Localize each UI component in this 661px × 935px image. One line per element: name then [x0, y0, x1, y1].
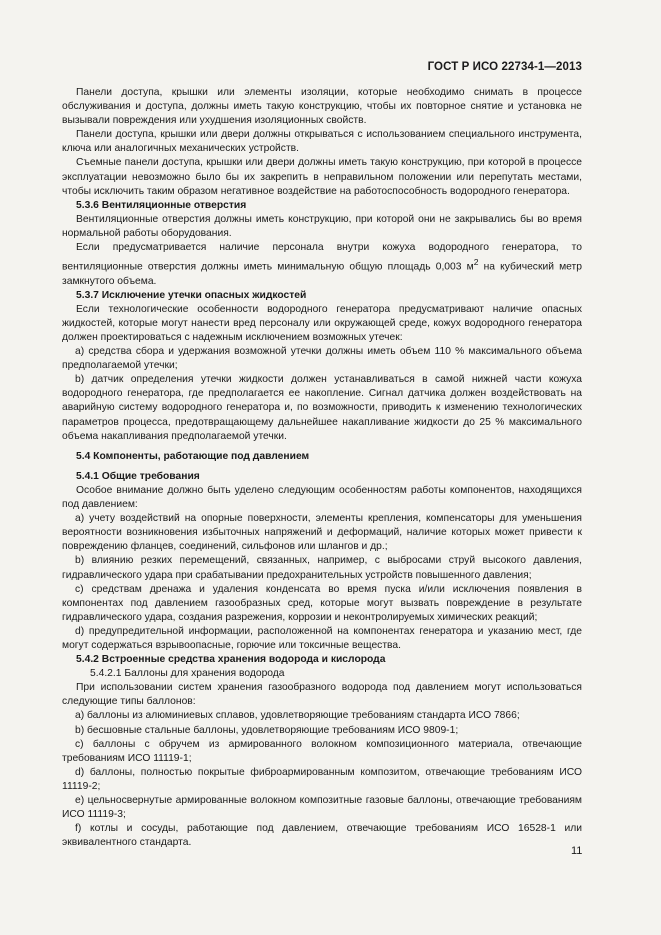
- page-number: 11: [571, 845, 583, 857]
- list-item: c) баллоны с обручем из армированного волокном композиционного материала, отвечающие требованиям ИСО 11119-1;: [62, 738, 582, 764]
- section-heading-5-3-6: 5.3.6 Вентиляционные отверстия: [76, 199, 247, 211]
- list-item: b) влиянию резких перемещений, связанных, например, с выбросами струй высокого давления, гидравлического удара при срабатывании предохранительных устройств повышенного давления;: [62, 555, 582, 581]
- superscript: 2: [473, 257, 479, 268]
- list-item: b) датчик определения утечки жидкости должен устанавливаться в самой нижней части кожуха водородного генератора, где предполагается ее накопление. Сигнал датчика должен воздействовать на аварийную систему водородного генератора и, по возможности, приводить к изменению технологических параметров процесса, предотвращающему дальнейшее накапливание жидкости до 25 % максимального объема накапливания предполагаемой утечки.: [62, 374, 582, 442]
- list-item: c) средствам дренажа и удаления конденсата во время пуска и/или исключения появления в компонентах под давлением газообразных сред, которые могут вызвать повреждение в результате гидравлического удара, создания разрежения, коррозии и неконтролируемых химических реакций;: [62, 583, 582, 623]
- list-item: d) предупредительной информации, расположенной на компонентах генератора и указанию мест, где могут содержаться взрывоопасные, горючие или токсичные вещества.: [62, 625, 582, 651]
- text-span: Если предусматривается наличие персонала внутри кожуха водородного генератора, то вентиляционные отверстия должны иметь минимальную общую площадь 0,003 м: [62, 242, 582, 273]
- list-item: e) цельносвернутые армированные волокном композитные газовые баллоны, отвечающие требованиям ИСО 11119-3;: [62, 795, 582, 821]
- paragraph: [62, 241, 582, 289]
- list-item: a) средства сбора и удержания возможной утечки должны иметь объем 110 % максимального объема предполагаемой утечки;: [62, 346, 582, 372]
- text-span: на кубический метр замкнутого объема.: [62, 261, 582, 287]
- section-heading-5-4: 5.4 Компоненты, работающие под давлением: [76, 450, 310, 462]
- paragraph: Панели доступа, крышки или двери должны открываться с использованием специального инструмента, ключа или аналогичных механических устройств.: [62, 129, 582, 155]
- section-heading-5-3-7: 5.3.7 Исключение утечки опасных жидкостей: [76, 289, 307, 301]
- list-item: a) баллоны из алюминиевых сплавов, удовлетворяющие требованиям стандарта ИСО 7866;: [75, 710, 520, 722]
- paragraph: Панели доступа, крышки или элементы изоляции, которые необходимо снимать в процессе обслуживания и доступа, должны иметь такую конструкцию, чтобы их повторное снятие и установка не вызывали повреждения или ухудшения изоляционных свойств.: [62, 87, 582, 127]
- section-heading-5-4-1: 5.4.1 Общие требования: [76, 470, 200, 482]
- paragraph: Съемные панели доступа, крышки или двери должны иметь такую конструкцию, при которой в процессе эксплуатации невозможно было бы их закрепить в неправильном положении или перепутать местами, чтобы исключить таким образом негативное воздействие на работоспособность водородного генератора.: [62, 157, 582, 197]
- document-body: [62, 86, 582, 850]
- document-id-header: ГОСТ Р ИСО 22734-1—2013: [427, 61, 582, 73]
- list-item: a) учету воздействий на опорные поверхности, элементы крепления, компенсаторы для уменьшения вероятности возникновения избыточных напряжений и деформаций, наличие которых может привести к повреждению фланцев, соединений, сильфонов или шлангов и др.;: [62, 513, 582, 553]
- paragraph: Если технологические особенности водородного генератора предусматривают наличие опасных жидкостей, которые могут нанести вред персоналу или окружающей среде, кожух водородного генератора должен проектироваться с надежным исключением возможных утечек:: [62, 303, 582, 344]
- list-item: d) баллоны, полностью покрытые фиброармированным композитом, отвечающие требованиям ИСО 11119-2;: [62, 766, 582, 792]
- paragraph: При использовании систем хранения газообразного водорода под давлением могут использоваться следующие типы баллонов:: [62, 682, 582, 708]
- section-heading-5-4-2: 5.4.2 Встроенные средства хранения водорода и кислорода: [76, 654, 386, 666]
- subsection-heading-5-4-2-1: 5.4.2.1 Баллоны для хранения водорода: [90, 668, 285, 680]
- paragraph: Вентиляционные отверстия должны иметь конструкцию, при которой они не закрывались бы во время нормальной работы оборудования.: [62, 213, 582, 239]
- list-item: b) бесшовные стальные баллоны, удовлетворяющие требованиям ИСО 9809-1;: [75, 724, 459, 736]
- paragraph: Особое внимание должно быть уделено следующим особенностям работы компонентов, находящихся под давлением:: [62, 484, 582, 511]
- list-item: f) котлы и сосуды, работающие под давлением, отвечающие требованиям ИСО 16528-1 или эквивалентного стандарта.: [62, 823, 582, 849]
